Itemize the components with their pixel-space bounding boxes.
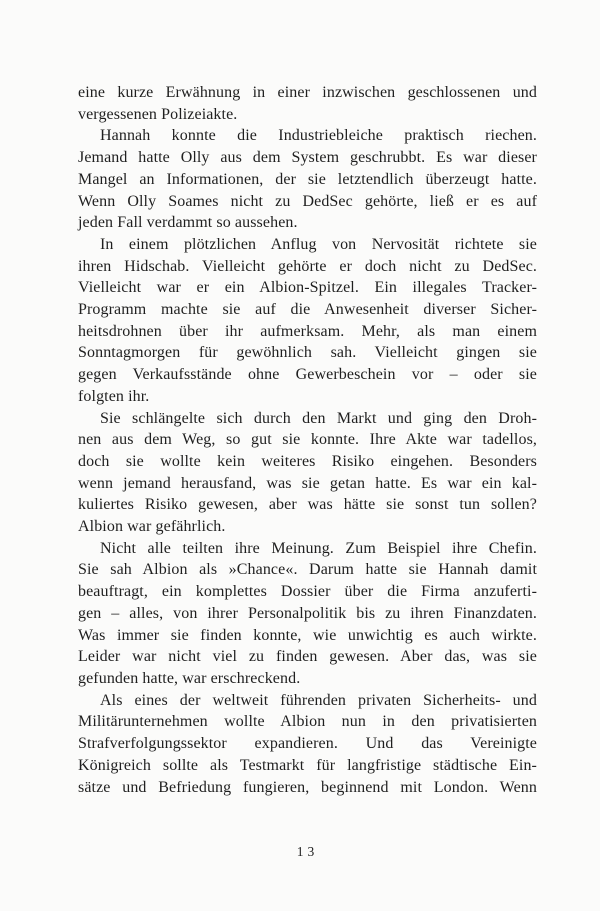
text-line: Sie schlängelte sich durch den Markt und ging den Droh- — [100, 409, 537, 427]
text-line: folgten ihr. — [78, 387, 150, 405]
text-line: Strafverfolgungssektor expandieren. Und das Vereinigte — [78, 735, 537, 753]
text-line: gefunden hatte, war erschreckend. — [78, 669, 301, 687]
text-line: doch sie wollte kein weiteres Risiko eingehen. Besonders — [78, 452, 537, 470]
page-number: 13 — [296, 844, 319, 859]
text-line: Nicht alle teilten ihre Meinung. Zum Beispiel ihre Chefin. — [100, 539, 537, 557]
text-line: Hannah konnte die Industriebleiche praktisch riechen. — [100, 127, 537, 145]
paragraph — [78, 125, 537, 234]
text-line: Vielleicht war er ein Albion-Spitzel. Ein illegales Tracker- — [78, 279, 537, 297]
text-line: Militärunternehmen wollte Albion nun in den privatisierten — [78, 713, 537, 731]
text-line: vergessenen Polizeiakte. — [78, 105, 238, 123]
text-line: nen aus dem Weg, so gut sie konnte. Ihre Akte war tadellos, — [78, 431, 537, 449]
text-line: ihren Hidschab. Vielleicht gehörte er doch nicht zu DedSec. — [78, 257, 537, 275]
paragraph — [78, 82, 537, 125]
text-line: Sie sah Albion als »Chance«. Darum hatte sie Hannah damit — [78, 561, 537, 579]
text-line: Sonntagmorgen für gewöhnlich sah. Vielleicht gingen sie — [78, 344, 537, 362]
text-line: Programm machte sie auf die Anwesenheit diverser Sicher- — [78, 301, 537, 319]
text-line: beauftragt, ein komplettes Dossier über die Firma anzuferti- — [78, 583, 537, 601]
text-line: Was immer sie finden konnte, wie unwichtig es auch wirkte. — [78, 626, 537, 644]
text-block — [78, 82, 537, 798]
text-line: Leider war nicht viel zu finden gewesen. Aber das, was sie — [78, 648, 537, 666]
paragraph — [78, 408, 537, 538]
text-line: Als eines der weltweit führenden privaten Sicherheits- und — [100, 691, 537, 709]
text-line: Jemand hatte Olly aus dem System geschrubbt. Es war dieser — [78, 149, 537, 167]
text-line: In einem plötzlichen Anflug von Nervosität richtete sie — [100, 235, 537, 253]
text-line: Albion war gefährlich. — [78, 518, 226, 536]
text-line: gen – alles, von ihrer Personalpolitik bis zu ihren Finanzdaten. — [78, 604, 537, 622]
text-line: Königreich sollte als Testmarkt für langfristige städtische Ein- — [78, 756, 537, 774]
text-line: Mangel an Informationen, der sie letztendlich überzeugt hatte. — [78, 170, 537, 188]
paragraph — [78, 234, 537, 408]
paragraph — [78, 690, 537, 799]
text-line: jeden Fall verdammt so aussehen. — [78, 214, 298, 232]
text-line: Wenn Olly Soames nicht zu DedSec gehörte, ließ er es auf — [78, 192, 537, 210]
paragraph — [78, 538, 537, 690]
text-line: kuliertes Risiko gewesen, aber was hätte sie sonst tun sollen? — [78, 496, 537, 514]
text-line: eine kurze Erwähnung in einer inzwischen geschlossenen und — [78, 84, 537, 101]
text-line: wenn jemand herausfand, was sie getan hatte. Es war ein kal- — [78, 474, 537, 492]
text-line: gegen Verkaufsstände ohne Gewerbeschein vor – oder sie — [78, 366, 537, 384]
text-line: sätze und Befriedung fungieren, beginnend mit London. Wenn — [78, 778, 537, 796]
text-line: heitsdrohnen über ihr aufmerksam. Mehr, als man einem — [78, 322, 537, 340]
